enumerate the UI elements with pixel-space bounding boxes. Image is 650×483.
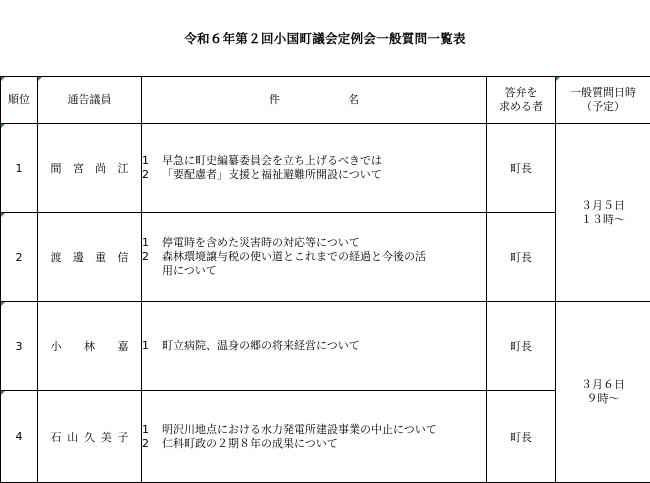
respondent-cell: 町長: [487, 213, 556, 302]
subject-item: 1 早急に町史編纂委員会を立ち上げるべきでは: [142, 154, 382, 167]
subject-item: 2 仁科町政の２期８年の成果について: [142, 436, 338, 450]
header-order: 順位: [1, 77, 38, 124]
subject-cell: [142, 302, 487, 391]
header-respondent: 答弁を 求める者: [487, 77, 556, 124]
respondent-cell: 町長: [487, 124, 556, 213]
cell-marker-icon: [1, 302, 5, 306]
member-cell: 間宮尚江: [38, 124, 142, 213]
question-table: [0, 76, 650, 483]
table-row: [1, 391, 650, 483]
header-row: [1, 77, 650, 124]
date-cell: ３月５日 １３時～: [556, 124, 650, 302]
respondent-cell: 町長: [487, 391, 556, 483]
header-date: 一般質問日時 （予定）: [556, 77, 650, 124]
table-row: [1, 302, 650, 391]
header-subject: 件 名: [142, 77, 487, 124]
respondent-cell: 町長: [487, 302, 556, 391]
member-cell: 小林嘉: [38, 302, 142, 391]
subject-item: 1 停電時を含めた災害時の対応等について: [142, 236, 360, 249]
member-cell: 渡邊重信: [38, 213, 142, 302]
order-cell: 4: [1, 391, 38, 483]
order-cell: 2: [1, 213, 38, 302]
subject-item: 2 森林環境譲与税の使い道とこれまでの経過と今後の活用について: [142, 250, 426, 277]
subject-cell: [142, 124, 487, 213]
table-row: [1, 213, 650, 302]
subject-cell: [142, 391, 487, 483]
date-cell: ３月６日 ９時～: [556, 302, 650, 483]
subject-item: 1 明沢川地点における水力発電所建設事業の中止について: [142, 422, 437, 436]
header-member: 通告議員: [38, 77, 142, 124]
subject-item: 2 「要配慮者」支援と福祉避難所開設について: [142, 168, 382, 181]
table-row: [1, 124, 650, 213]
cell-marker-icon: [1, 77, 5, 81]
cell-marker-icon: [1, 213, 5, 217]
member-cell: 石山久美子: [38, 391, 142, 483]
page-title: 令和６年第２回小国町議会定例会一般質問一覧表: [184, 31, 466, 46]
order-cell: 1: [1, 124, 38, 213]
subject-cell: [142, 213, 487, 302]
subject-item: 1 町立病院、温身の郷の将来経営について: [142, 339, 360, 352]
cell-marker-icon: [1, 124, 5, 128]
cell-marker-icon: [1, 391, 5, 395]
cell-marker-icon: [38, 77, 42, 81]
cell-marker-icon: [556, 77, 560, 81]
order-cell: 3: [1, 302, 38, 391]
